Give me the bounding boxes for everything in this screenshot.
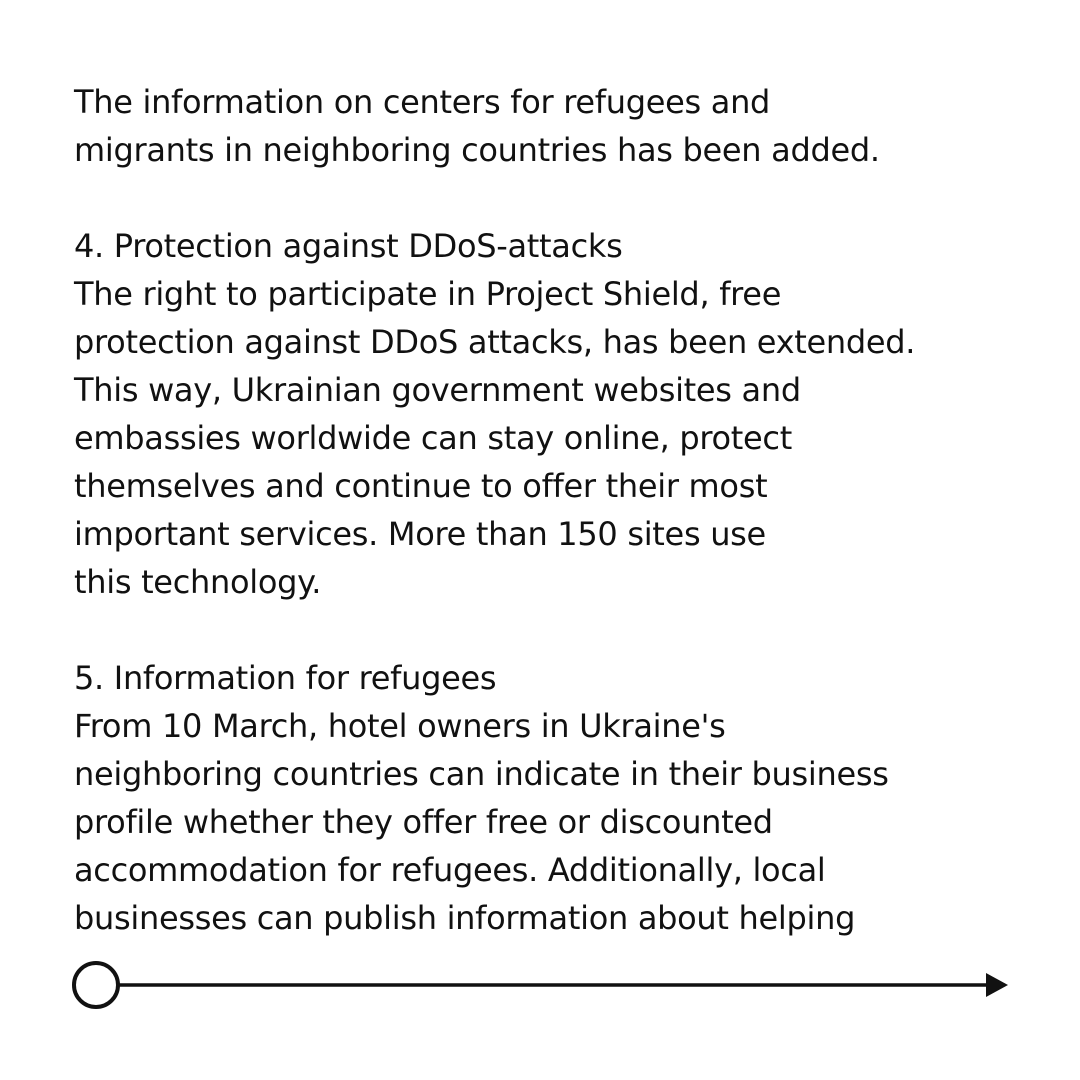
intro-line: The information on centers for refugees and (74, 83, 771, 121)
section-4-line: themselves and continue to offer their most (74, 467, 768, 505)
section-4-line: embassies worldwide can stay online, protect (74, 419, 792, 457)
article-text (74, 78, 1064, 942)
arrow-start-circle (74, 963, 118, 1007)
section-5-line: neighboring countries can indicate in their business (74, 755, 889, 793)
section-5-line: businesses can publish information about helping (74, 899, 856, 937)
arrow-head (986, 973, 1008, 997)
section-5-line: accommodation for refugees. Additionally, local (74, 851, 826, 889)
paragraph-gap (74, 606, 1064, 654)
section-4-line: this technology. (74, 563, 322, 601)
section-4-line: protection against DDoS attacks, has been extended. (74, 323, 916, 361)
section-4-line: The right to participate in Project Shield, free (74, 275, 782, 313)
paragraph-gap (74, 174, 1064, 222)
section-4-line: important services. More than 150 sites use (74, 515, 766, 553)
section-5-line: profile whether they offer free or discounted (74, 803, 773, 841)
next-slide-arrow[interactable] (72, 960, 1012, 1012)
circle-arrow-right-icon (72, 960, 1012, 1012)
section-5-line: From 10 March, hotel owners in Ukraine's (74, 707, 726, 745)
section-4-heading: 4. Protection against DDoS-attacks (74, 227, 623, 265)
intro-line: migrants in neighboring countries has been added. (74, 131, 880, 169)
section-4-line: This way, Ukrainian government websites and (74, 371, 801, 409)
section-5-heading: 5. Information for refugees (74, 659, 497, 697)
